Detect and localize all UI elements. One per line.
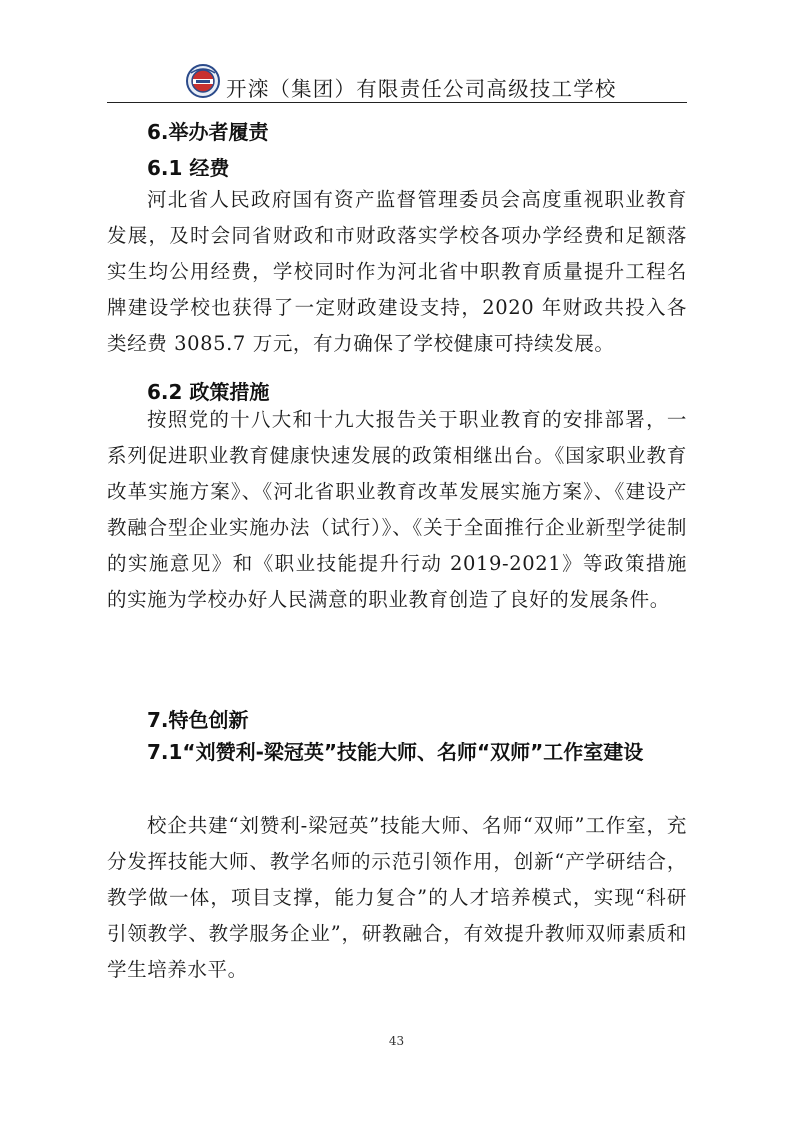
section-7-1-heading: 7.1“刘赞利-梁冠英”技能大师、名师“双师”工作室建设 bbox=[147, 740, 644, 764]
section-6-1-heading: 6.1 经费 bbox=[147, 156, 230, 180]
section-6-2-paragraph: 按照党的十八大和十九大报告关于职业教育的安排部署，一系列促进职业教育健康快速发展的政策相继出台。《国家职业教育改革实施方案》、《河北省职业教育改革发展实施方案》、《建设产教融合型企业实施办法（试行）》、《关于全面推行企业新型学徒制的实施意见》和《职业技能提升行动 2019-2021》等政策措施的实施为学校办好人民满意的职业教育创造了良好的发展条件。 bbox=[107, 408, 687, 611]
section-7-1-paragraph: 校企共建“刘赞利-梁冠英”技能大师、名师“双师”工作室，充分发挥技能大师、教学名师的示范引领作用，创新“产学研结合，教学做一体，项目支撑，能力复合”的人才培养模式，实现“科研引领教学、教学服务企业”，研教融合，有效提升教师双师素质和学生培养水平。 bbox=[107, 814, 687, 981]
section-6-heading: 6.举办者履责 bbox=[147, 120, 269, 144]
section-6-1-paragraph: 河北省人民政府国有资产监督管理委员会高度重视职业教育发展，及时会同省财政和市财政落实学校各项办学经费和足额落实生均公用经费，学校同时作为河北省中职教育质量提升工程名牌建设学校也获得了一定财政建设支持，2020 年财政共投入各类经费 3085.7 万元，有力确保了学校健康可持续发展。 bbox=[107, 188, 687, 355]
page-number: 43 bbox=[388, 1034, 405, 1048]
header-title: 开滦（集团）有限责任公司高级技工学校 bbox=[226, 77, 617, 101]
page-header bbox=[107, 62, 687, 103]
section-7-heading: 7.特色创新 bbox=[147, 708, 249, 732]
section-6-2-heading: 6.2 政策措施 bbox=[147, 380, 270, 404]
school-logo-icon bbox=[185, 63, 221, 99]
